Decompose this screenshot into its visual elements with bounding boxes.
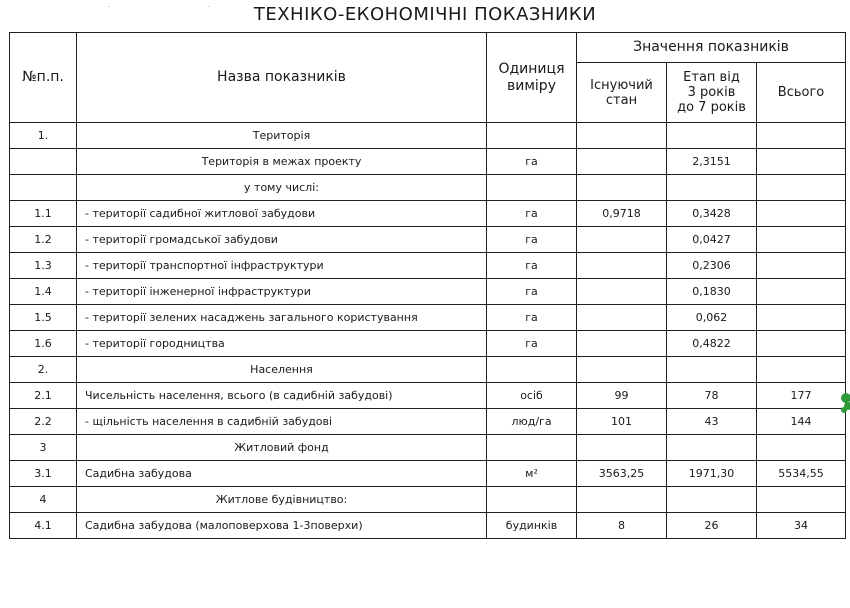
row-number: 1.1: [10, 201, 77, 227]
row-number: 1.: [10, 123, 77, 149]
row-name: Чисельність населення, всього (в садибній забудові): [77, 383, 487, 409]
row-stage: 26: [667, 513, 757, 539]
row-stage: [667, 487, 757, 513]
row-existing: [577, 435, 667, 461]
row-total: 144: [757, 409, 846, 435]
row-number: 1.2: [10, 227, 77, 253]
row-name: - території громадської забудови: [77, 227, 487, 253]
row-number: 1.4: [10, 279, 77, 305]
row-total: [757, 201, 846, 227]
header-stage: Етап від 3 років до 7 років: [667, 63, 757, 123]
row-existing: [577, 305, 667, 331]
row-unit: люд/га: [487, 409, 577, 435]
row-stage: 1971,30: [667, 461, 757, 487]
row-total: [757, 149, 846, 175]
table-row: [10, 383, 846, 409]
row-total: [757, 487, 846, 513]
row-number: 4.1: [10, 513, 77, 539]
scan-speck: ·: [108, 4, 110, 11]
table-row: [10, 253, 846, 279]
row-name: Житлове будівництво:: [77, 487, 487, 513]
row-name: Садибна забудова: [77, 461, 487, 487]
row-number: 1.6: [10, 331, 77, 357]
row-number: [10, 149, 77, 175]
header-total: Всього: [757, 63, 846, 123]
row-unit: будинків: [487, 513, 577, 539]
table-row: [10, 279, 846, 305]
row-existing: [577, 227, 667, 253]
row-unit: га: [487, 279, 577, 305]
row-unit: га: [487, 305, 577, 331]
row-name: Територія в межах проекту: [77, 149, 487, 175]
row-name: - щільність населення в садибній забудові: [77, 409, 487, 435]
row-total: [757, 175, 846, 201]
row-total: [757, 227, 846, 253]
row-total: 177: [757, 383, 846, 409]
indicators-table: [9, 32, 846, 539]
row-stage: [667, 357, 757, 383]
green-leaf-icon: [838, 392, 850, 414]
row-existing: 8: [577, 513, 667, 539]
row-stage: 0,0427: [667, 227, 757, 253]
row-stage: 0,3428: [667, 201, 757, 227]
row-name: - території городництва: [77, 331, 487, 357]
table-row: [10, 435, 846, 461]
table-row: [10, 201, 846, 227]
row-existing: [577, 123, 667, 149]
header-unit: Одиниця виміру: [487, 33, 577, 123]
header-name: Назва показників: [77, 33, 487, 123]
row-unit: [487, 175, 577, 201]
header-existing: Існуючий стан: [577, 63, 667, 123]
table-row: [10, 123, 846, 149]
row-stage: 0,062: [667, 305, 757, 331]
row-name: Житловий фонд: [77, 435, 487, 461]
table-row: [10, 305, 846, 331]
row-total: [757, 357, 846, 383]
row-stage: [667, 175, 757, 201]
header-values: Значення показників: [577, 33, 846, 63]
table-body: [10, 123, 846, 539]
row-unit: [487, 357, 577, 383]
table-row: [10, 227, 846, 253]
row-stage: [667, 435, 757, 461]
row-total: [757, 331, 846, 357]
row-number: 2.1: [10, 383, 77, 409]
row-number: 1.3: [10, 253, 77, 279]
row-existing: 99: [577, 383, 667, 409]
table-row: [10, 461, 846, 487]
row-unit: га: [487, 227, 577, 253]
row-name: Територія: [77, 123, 487, 149]
table-row: [10, 357, 846, 383]
row-number: 1.5: [10, 305, 77, 331]
scan-speck: ·: [208, 4, 210, 11]
row-total: 34: [757, 513, 846, 539]
row-number: [10, 175, 77, 201]
row-name: - території садибної житлової забудови: [77, 201, 487, 227]
row-unit: га: [487, 253, 577, 279]
row-stage: 0,2306: [667, 253, 757, 279]
row-existing: [577, 175, 667, 201]
row-unit: [487, 487, 577, 513]
row-name: Садибна забудова (малоповерхова 1-3поверхи): [77, 513, 487, 539]
header-num: №п.п.: [10, 33, 77, 123]
row-existing: 0,9718: [577, 201, 667, 227]
row-existing: [577, 149, 667, 175]
row-total: [757, 305, 846, 331]
row-stage: [667, 123, 757, 149]
row-existing: [577, 357, 667, 383]
row-total: [757, 435, 846, 461]
row-name: Населення: [77, 357, 487, 383]
row-unit: осіб: [487, 383, 577, 409]
row-total: [757, 279, 846, 305]
table-row: [10, 331, 846, 357]
table-row: [10, 487, 846, 513]
table-row: [10, 149, 846, 175]
row-name: - території зелених насаджень загального користування: [77, 305, 487, 331]
row-stage: 43: [667, 409, 757, 435]
row-name: - території транспортної інфраструктури: [77, 253, 487, 279]
row-existing: [577, 331, 667, 357]
row-unit: га: [487, 149, 577, 175]
row-total: [757, 123, 846, 149]
row-name: - території інженерної інфраструктури: [77, 279, 487, 305]
row-total: 5534,55: [757, 461, 846, 487]
table-row: [10, 175, 846, 201]
row-number: 3.1: [10, 461, 77, 487]
row-unit: м²: [487, 461, 577, 487]
row-name: у тому числі:: [77, 175, 487, 201]
row-existing: [577, 487, 667, 513]
row-existing: 101: [577, 409, 667, 435]
row-number: 3: [10, 435, 77, 461]
row-stage: 2,3151: [667, 149, 757, 175]
row-unit: га: [487, 201, 577, 227]
row-unit: га: [487, 331, 577, 357]
row-number: 2.: [10, 357, 77, 383]
row-unit: [487, 123, 577, 149]
row-unit: [487, 435, 577, 461]
row-number: 4: [10, 487, 77, 513]
row-existing: [577, 253, 667, 279]
table-row: [10, 513, 846, 539]
row-stage: 78: [667, 383, 757, 409]
row-existing: 3563,25: [577, 461, 667, 487]
table-row: [10, 409, 846, 435]
row-stage: 0,4822: [667, 331, 757, 357]
row-number: 2.2: [10, 409, 77, 435]
page-title: ТЕХНІКО-ЕКОНОМІЧНІ ПОКАЗНИКИ: [253, 4, 597, 25]
row-stage: 0,1830: [667, 279, 757, 305]
row-total: [757, 253, 846, 279]
row-existing: [577, 279, 667, 305]
